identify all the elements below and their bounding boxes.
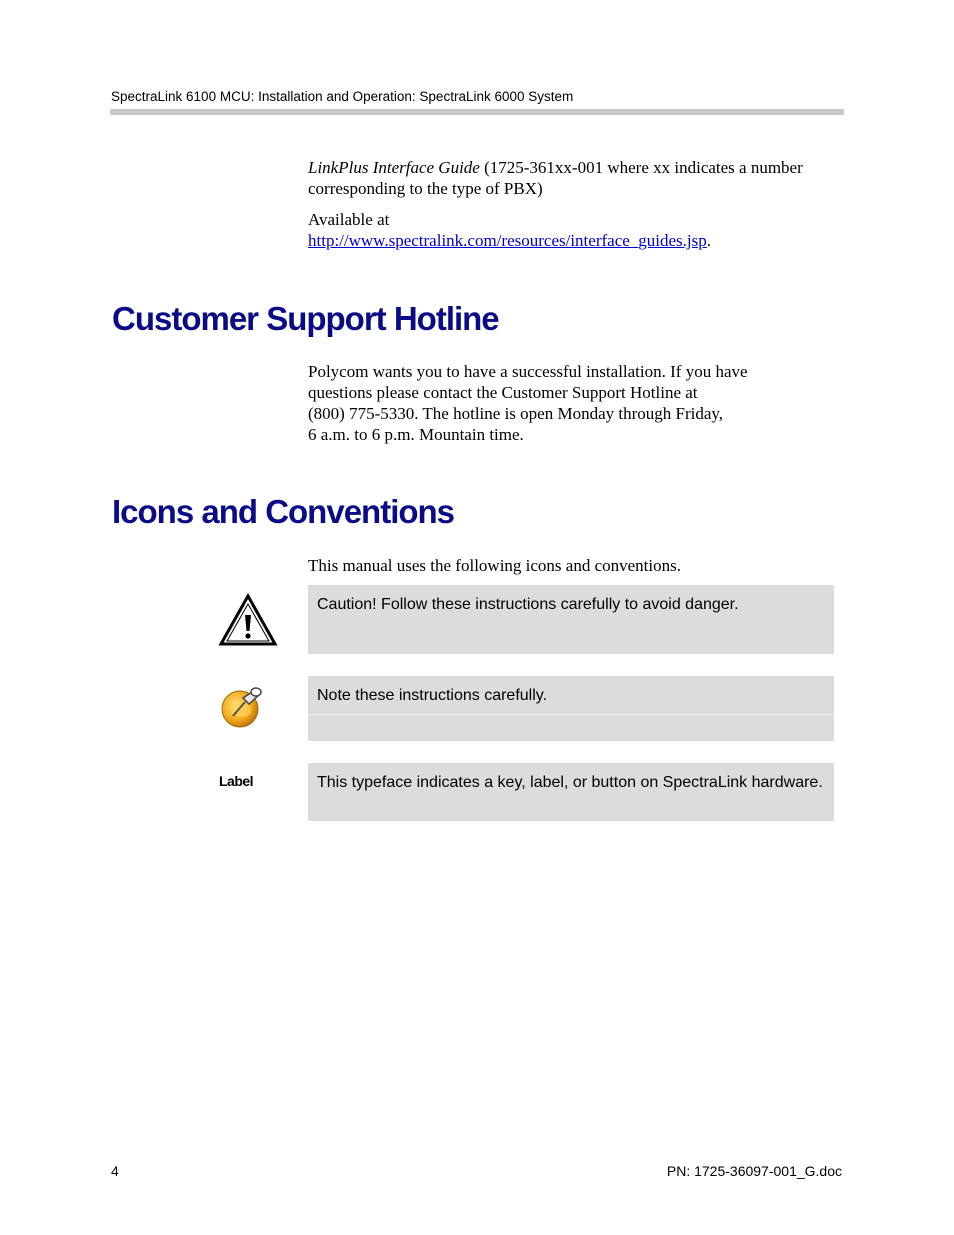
link-period: . [706, 231, 712, 250]
availability-paragraph [308, 209, 848, 251]
interface-guides-link[interactable]: http://www.spectralink.com/resources/interface_guides.jsp [308, 231, 707, 250]
document-id: PN: 1725-36097-001_G.doc [666, 1163, 842, 1179]
support-line-1: Polycom wants you to have a successful installation. If you have [308, 362, 748, 381]
note-box [308, 676, 834, 741]
available-at-text: Available at [308, 210, 390, 229]
customer-support-heading: Customer Support Hotline [112, 300, 499, 337]
note-pushpin-icon [219, 684, 265, 730]
label-box [308, 763, 834, 821]
support-line-4: 6 a.m. to 6 p.m. Mountain time. [308, 425, 524, 444]
caution-box [308, 585, 834, 654]
caution-triangle-icon [218, 593, 278, 647]
support-line-2: questions please contact the Customer Support Hotline at [308, 383, 698, 402]
header-rule [110, 109, 844, 115]
caution-text: Caution! Follow these instructions carefully to avoid danger. [317, 596, 739, 613]
page-number: 4 [111, 1163, 119, 1179]
conventions-intro: This manual uses the following icons and conventions. [308, 556, 681, 575]
label-description: This typeface indicates a key, label, or button on SpectraLink hardware. [317, 774, 823, 791]
support-line-3: (800) 775-5330. The hotline is open Monday through Friday, [308, 404, 724, 423]
running-header: SpectraLink 6100 MCU: Installation and Operation: SpectraLink 6000 System [111, 89, 574, 104]
note-text: Note these instructions carefully. [317, 687, 548, 704]
note-box-divider [308, 714, 834, 715]
icons-conventions-heading: Icons and Conventions [112, 493, 455, 530]
guide-description: (1725-361xx-001 where xx indicates a number [479, 158, 803, 177]
intro-guide-paragraph [308, 157, 848, 199]
support-paragraph [308, 361, 848, 445]
label-typeface-sample: Label [219, 773, 254, 789]
guide-description-cont: corresponding to the type of PBX) [308, 179, 543, 198]
guide-title: LinkPlus Interface Guide [308, 158, 480, 177]
